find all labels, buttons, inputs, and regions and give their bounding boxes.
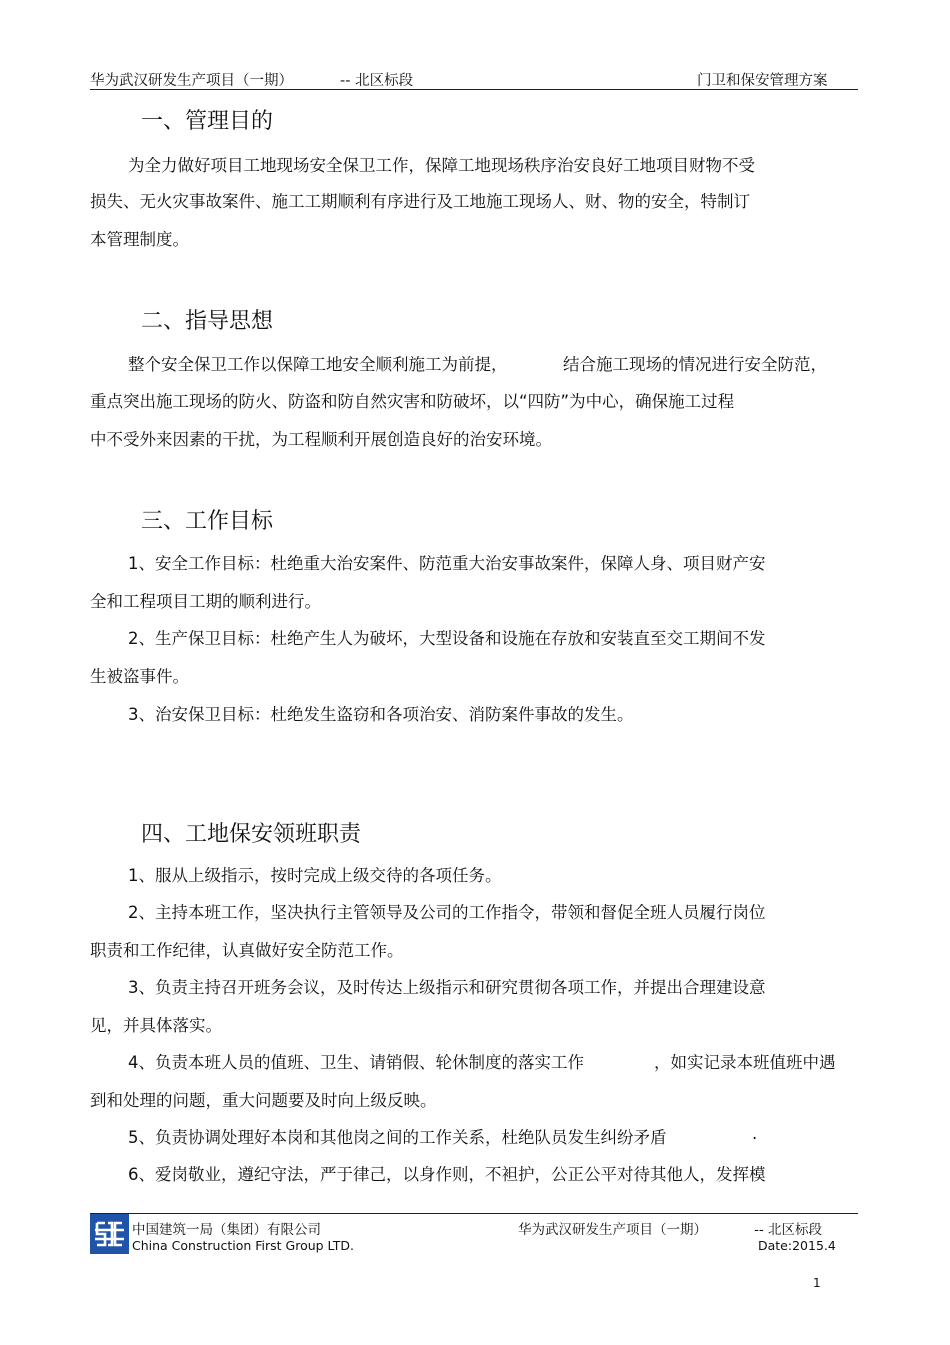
section-heading: 四、工地保安领班职责 <box>141 822 362 847</box>
paragraph-line: 到和处理的问题，重大问题要及时向上级反映。 <box>90 1091 437 1110</box>
section-heading: 三、工作目标 <box>141 509 274 534</box>
paragraph-line: . <box>752 1124 758 1143</box>
paragraph-line: 损失、无火灾事故案件、施工工期顺利有序进行及工地施工现场人、财、物的安全，特制订 <box>90 192 750 211</box>
footer-project: 华为武汉研发生产项目（一期） <box>518 1222 707 1238</box>
paragraph-line: ，如实记录本班值班中遇 <box>654 1053 836 1072</box>
cscec-logo-icon <box>90 1214 129 1254</box>
paragraph-line: 1、安全工作目标：杜绝重大治安案件、防范重大治安事故案件，保障人身、项目财产安 <box>128 554 766 573</box>
header-section: -- 北区标段 <box>340 73 414 89</box>
header-rule <box>90 89 858 90</box>
paragraph-line: 全和工程项目工期的顺利进行。 <box>90 592 321 611</box>
section-heading: 一、管理目的 <box>141 109 274 134</box>
paragraph-line: 见，并具体落实。 <box>90 1016 222 1035</box>
paragraph-line: 职责和工作纪律，认真做好安全防范工作。 <box>90 941 404 960</box>
paragraph-line: 生被盗事件。 <box>90 667 189 686</box>
paragraph-line: 整个安全保卫工作以保障工地安全顺利施工为前提， <box>128 355 508 374</box>
paragraph-line: 2、生产保卫目标：杜绝产生人为破坏，大型设备和设施在存放和安装直至交工期间不发 <box>128 629 766 648</box>
paragraph-line: 4、负责本班人员的值班、卫生、请销假、轮休制度的落实工作 <box>128 1053 584 1072</box>
paragraph-line: 3、负责主持召开班务会议，及时传达上级指示和研究贯彻各项工作，并提出合理建设意 <box>128 978 766 997</box>
paragraph-line: 重点突出施工现场的防火、防盗和防自然灾害和防破坏，以“四防”为中心，确保施工过程 <box>90 392 735 411</box>
header-project: 华为武汉研发生产项目（一期） <box>90 73 293 89</box>
paragraph-line: 1、服从上级指示，按时完成上级交待的各项任务。 <box>128 866 502 885</box>
company-logo <box>90 1214 129 1254</box>
footer-date: Date:2015.4 <box>758 1238 836 1253</box>
paragraph-line: 本管理制度。 <box>90 230 189 249</box>
footer-company-en: China Construction First Group LTD. <box>132 1238 355 1253</box>
section-heading: 二、指导思想 <box>141 309 274 334</box>
header-doc-title: 门卫和保安管理方案 <box>697 73 828 89</box>
footer-section: -- 北区标段 <box>754 1222 823 1238</box>
paragraph-line: 3、治安保卫目标：杜绝发生盗窃和各项治安、消防案件事故的发生。 <box>128 705 634 724</box>
paragraph-line: 结合施工现场的情况进行安全防范， <box>563 355 827 374</box>
paragraph-line: 2、主持本班工作，坚决执行主管领导及公司的工作指令，带领和督促全班人员履行岗位 <box>128 903 766 922</box>
footer-company-cn: 中国建筑一局（集团）有限公司 <box>132 1222 321 1238</box>
page-number: 1 <box>813 1276 821 1290</box>
paragraph-line: 5、负责协调处理好本岗和其他岗之间的工作关系，杜绝队员发生纠纷矛盾 <box>128 1128 667 1147</box>
paragraph-line: 为全力做好项目工地现场安全保卫工作，保障工地现场秩序治安良好工地项目财物不受 <box>128 156 755 175</box>
footer-rule <box>90 1213 858 1214</box>
paragraph-line: 6、爱岗敬业，遵纪守法，严于律己，以身作则，不袒护，公正公平对待其他人，发挥模 <box>128 1165 766 1184</box>
paragraph-line: 中不受外来因素的干扰，为工程顺利开展创造良好的治安环境。 <box>90 430 552 449</box>
